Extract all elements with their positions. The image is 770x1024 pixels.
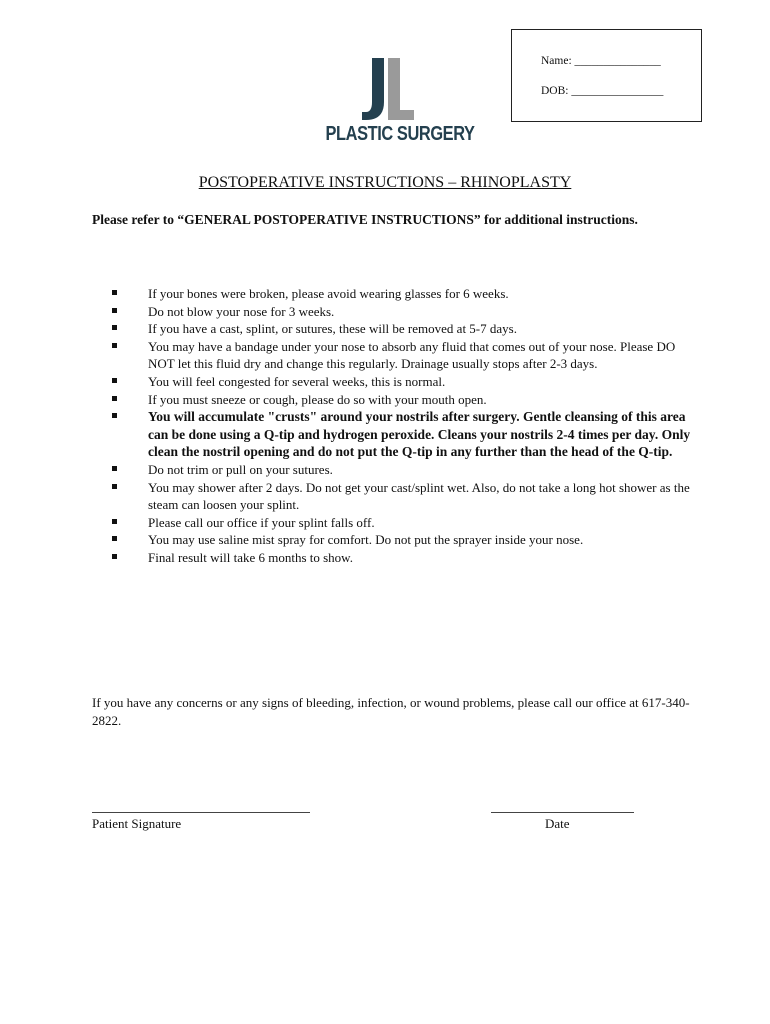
instruction-item (112, 479, 692, 514)
instruction-text: You may shower after 2 days. Do not get your cast/splint wet. Also, do not take a long hot shower as the steam can loosen your splint. (148, 479, 690, 513)
bullet-icon (112, 466, 117, 471)
instruction-item (112, 391, 692, 409)
instruction-item (112, 303, 692, 321)
patient-signature-line (92, 812, 310, 813)
instruction-item (112, 461, 692, 479)
name-field-label: Name: _______________ (541, 55, 661, 67)
bullet-icon (112, 519, 117, 524)
bullet-icon (112, 343, 117, 348)
logo-text: PLASTIC SURGERY (325, 123, 475, 145)
bullet-icon (112, 554, 117, 559)
instruction-text: If your bones were broken, please avoid wearing glasses for 6 weeks. (148, 286, 509, 301)
instruction-text: You will accumulate "crusts" around your nostrils after surgery. Gentle cleansing of this area can be done using a Q-tip and hydrogen peroxide. Cleans your nostrils 2-4 times per day. Only clean the nostril opening and do not put the Q-tip in any further than the head of the Q-tip. (148, 409, 691, 460)
instruction-item (112, 549, 692, 567)
instruction-item (112, 514, 692, 532)
contact-note: If you have any concerns or any signs of bleeding, infection, or wound problems, please call our office at 617-340-2822. (92, 695, 690, 728)
bullet-icon (112, 290, 117, 295)
instruction-text: Please call our office if your splint falls off. (148, 514, 375, 530)
instruction-text: If you have a cast, splint, or sutures, these will be removed at 5-7 days. (148, 321, 517, 337)
instruction-text: You will feel congested for several weeks, this is normal. (148, 373, 446, 389)
clinic-logo (312, 56, 475, 152)
bullet-icon (112, 484, 117, 489)
bullet-icon (112, 413, 117, 418)
instruction-text: You may use saline mist spray for comfort. Do not put the sprayer inside your nose. (148, 532, 584, 548)
instruction-text: Do not blow your nose for 3 weeks. (148, 303, 335, 319)
instruction-text: Do not trim or pull on your sutures. (148, 461, 333, 477)
date-label: Date (545, 816, 570, 831)
instruction-list (112, 285, 692, 567)
instruction-item (112, 373, 692, 391)
instruction-item (112, 338, 692, 373)
bullet-icon (112, 308, 117, 313)
reference-note: Please refer to “GENERAL POSTOPERATIVE INSTRUCTIONS” for additional instructions. (92, 212, 638, 227)
instruction-item (112, 320, 692, 338)
dob-field-label: DOB: ________________ (541, 85, 664, 97)
instruction-text: Final result will take 6 months to show. (148, 549, 353, 565)
jl-monogram-icon (358, 56, 416, 122)
instruction-item (112, 531, 692, 549)
patient-signature-label: Patient Signature (92, 816, 182, 831)
date-line (491, 812, 634, 813)
bullet-icon (112, 396, 117, 401)
bullet-icon (112, 536, 117, 541)
patient-info-box (511, 29, 702, 122)
bullet-icon (112, 378, 117, 383)
instruction-item (112, 285, 692, 303)
bullet-icon (112, 325, 117, 330)
instruction-item (112, 408, 692, 461)
page-title: POSTOPERATIVE INSTRUCTIONS – RHINOPLASTY (198, 174, 572, 191)
instruction-text: If you must sneeze or cough, please do so with your mouth open. (148, 391, 487, 407)
instruction-text: You may have a bandage under your nose to absorb any fluid that comes out of your nose. Please DO NOT let this fluid dry and change this regularly. Drainage usually stops after 2-3 days. (148, 338, 676, 372)
